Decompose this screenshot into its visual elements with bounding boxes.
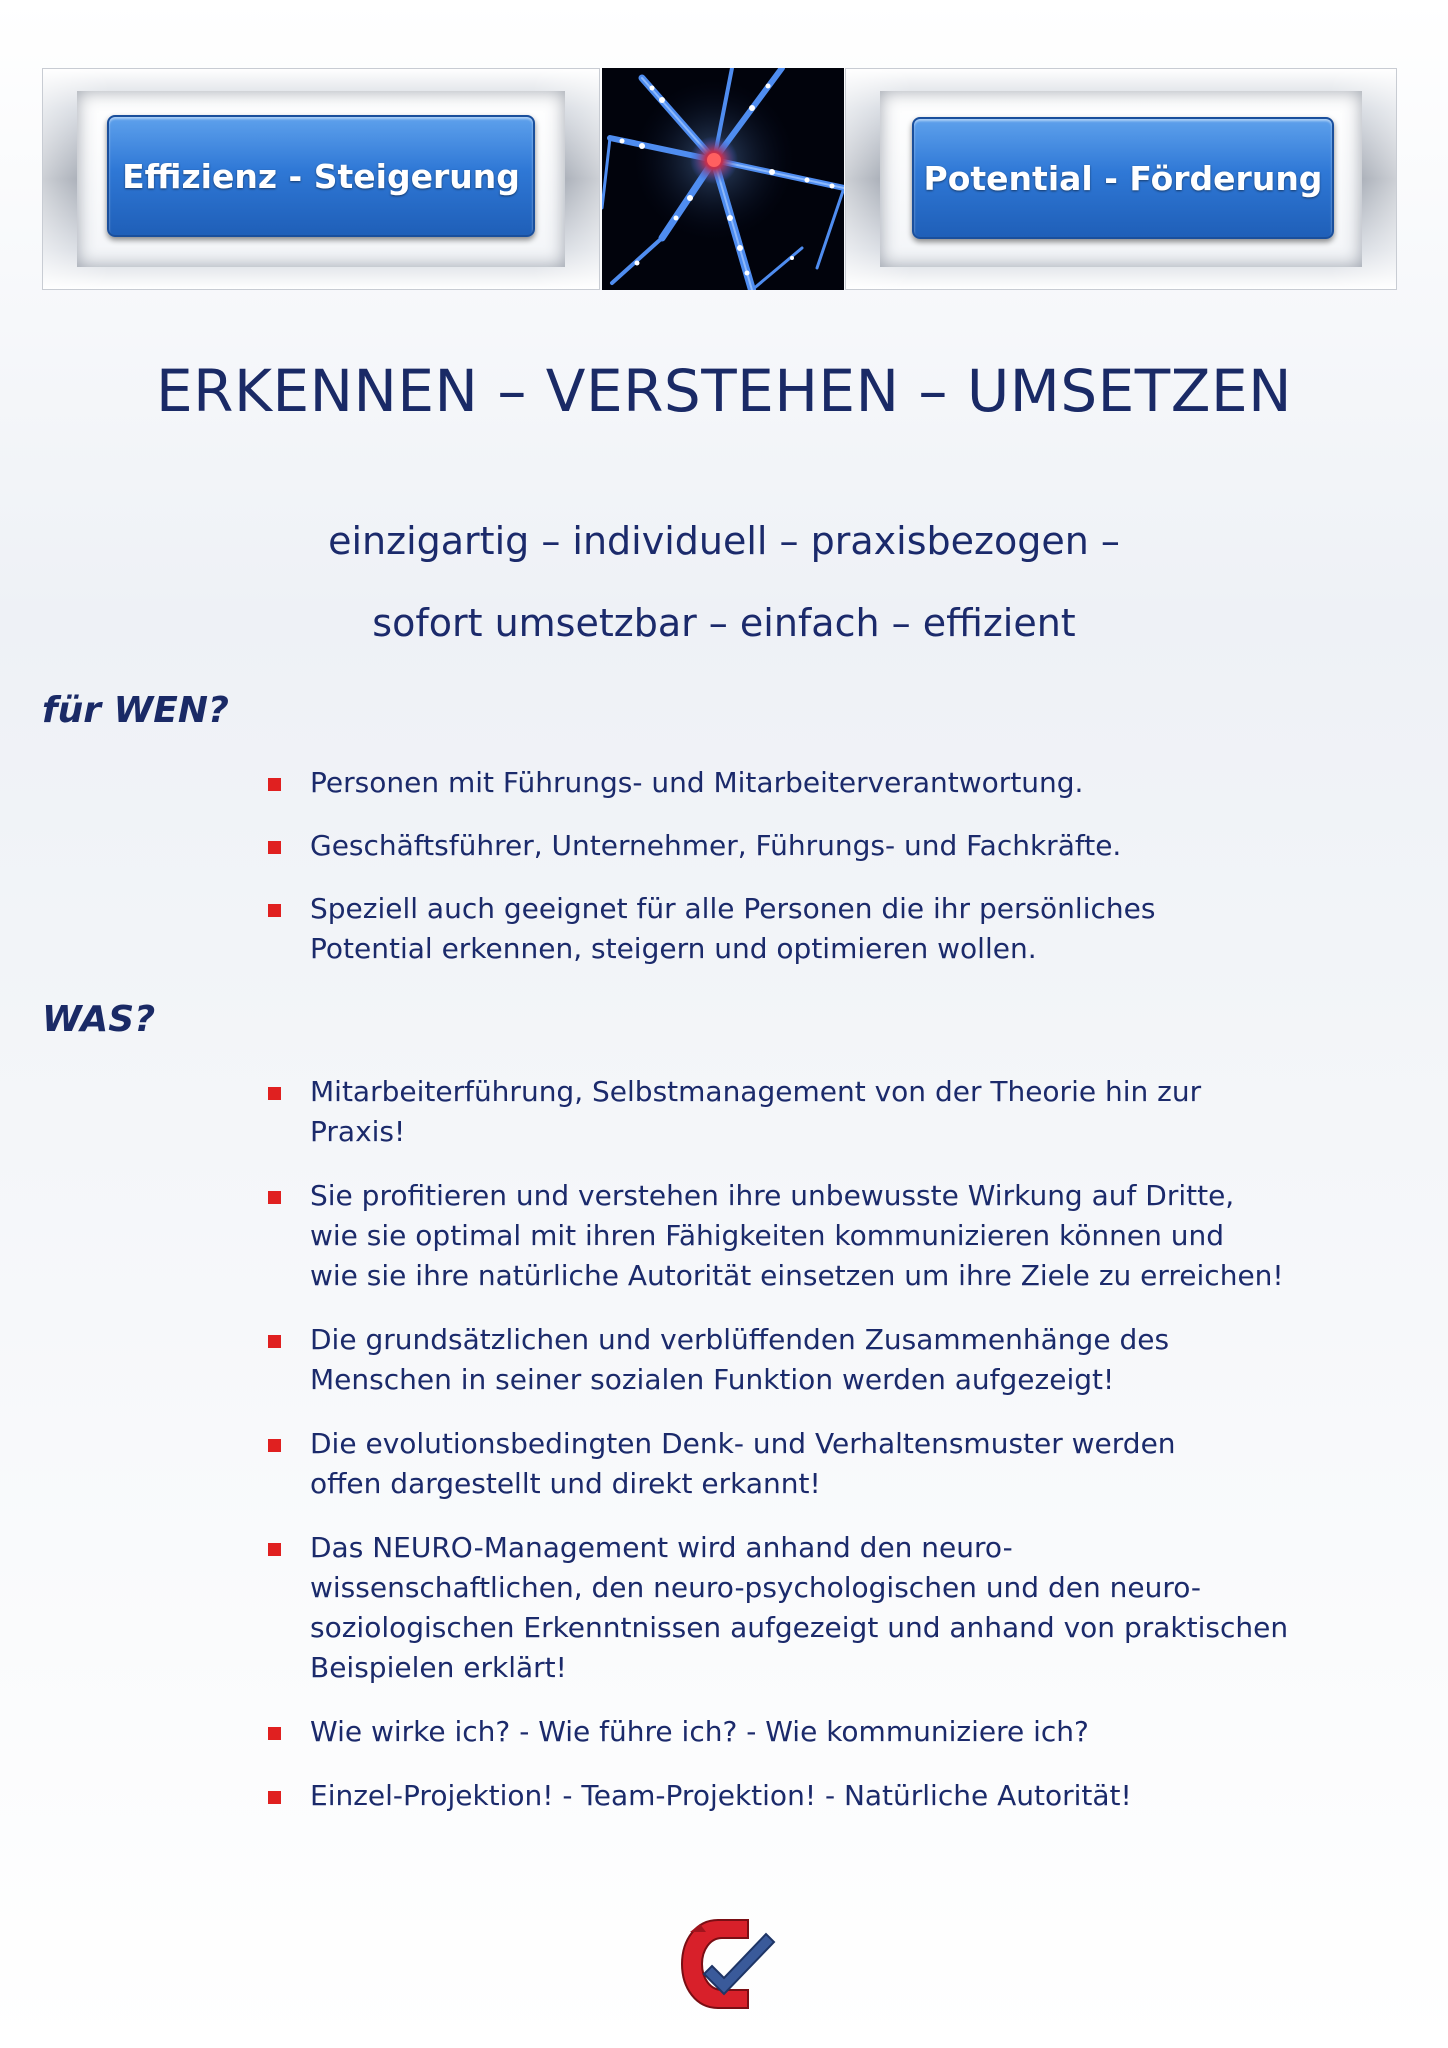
list-item: Speziell auch geeignet für alle Personen die ihr persönliches Potential erkennen, steigern und optimieren wollen. (266, 889, 1396, 969)
list-item: Wie wirke ich? - Wie führe ich? - Wie kommuniziere ich? (266, 1712, 1396, 1752)
was-list (266, 1072, 1396, 1840)
left-frame (42, 68, 600, 290)
effizienz-steigerung-button[interactable]: Effizienz - Steigerung (107, 115, 535, 237)
logo-icon (666, 1912, 786, 2016)
neuron-image (602, 68, 844, 290)
right-frame (845, 68, 1397, 290)
wen-list (266, 763, 1396, 992)
subtitle-line-2: sofort umsetzbar – einfach – effizient (372, 601, 1076, 645)
section-label-wen: für WEN? (42, 690, 229, 731)
list-item: Die evolutionsbedingten Denk- und Verhaltensmuster werden offen dargestellt und direkt erkannt! (266, 1424, 1396, 1504)
potential-foerderung-button[interactable]: Potential - Förderung (912, 117, 1334, 239)
list-item: Geschäftsführer, Unternehmer, Führungs- und Fachkräfte. (266, 826, 1396, 866)
list-item: Einzel-Projektion! - Team-Projektion! - Natürliche Autorität! (266, 1776, 1396, 1816)
company-logo (666, 1912, 786, 2016)
main-title: ERKENNEN – VERSTEHEN – UMSETZEN (156, 357, 1292, 425)
list-item: Mitarbeiterführung, Selbstmanagement von der Theorie hin zur Praxis! (266, 1072, 1396, 1152)
list-item: Personen mit Führungs- und Mitarbeiterverantwortung. (266, 763, 1396, 803)
subtitle-line-1: einzigartig – individuell – praxisbezogen – (328, 519, 1120, 563)
header-banner (42, 68, 1397, 290)
section-label-was: WAS? (42, 999, 156, 1040)
neuron-illustration (602, 68, 844, 290)
list-item: Das NEURO-Management wird anhand den neuro- wissenschaftlichen, den neuro-psychologischen und den neuro- soziologischen Erkenntnissen aufgezeigt und anhand von praktischen Beispielen erklärt! (266, 1528, 1396, 1688)
list-item: Die grundsätzlichen und verblüffenden Zusammenhänge des Menschen in seiner sozialen Funktion werden aufgezeigt! (266, 1320, 1396, 1400)
list-item: Sie profitieren und verstehen ihre unbewusste Wirkung auf Dritte, wie sie optimal mit ihren Fähigkeiten kommunizieren können und wie sie ihre natürliche Autorität einsetzen um ihre Ziele zu erreichen! (266, 1176, 1396, 1296)
